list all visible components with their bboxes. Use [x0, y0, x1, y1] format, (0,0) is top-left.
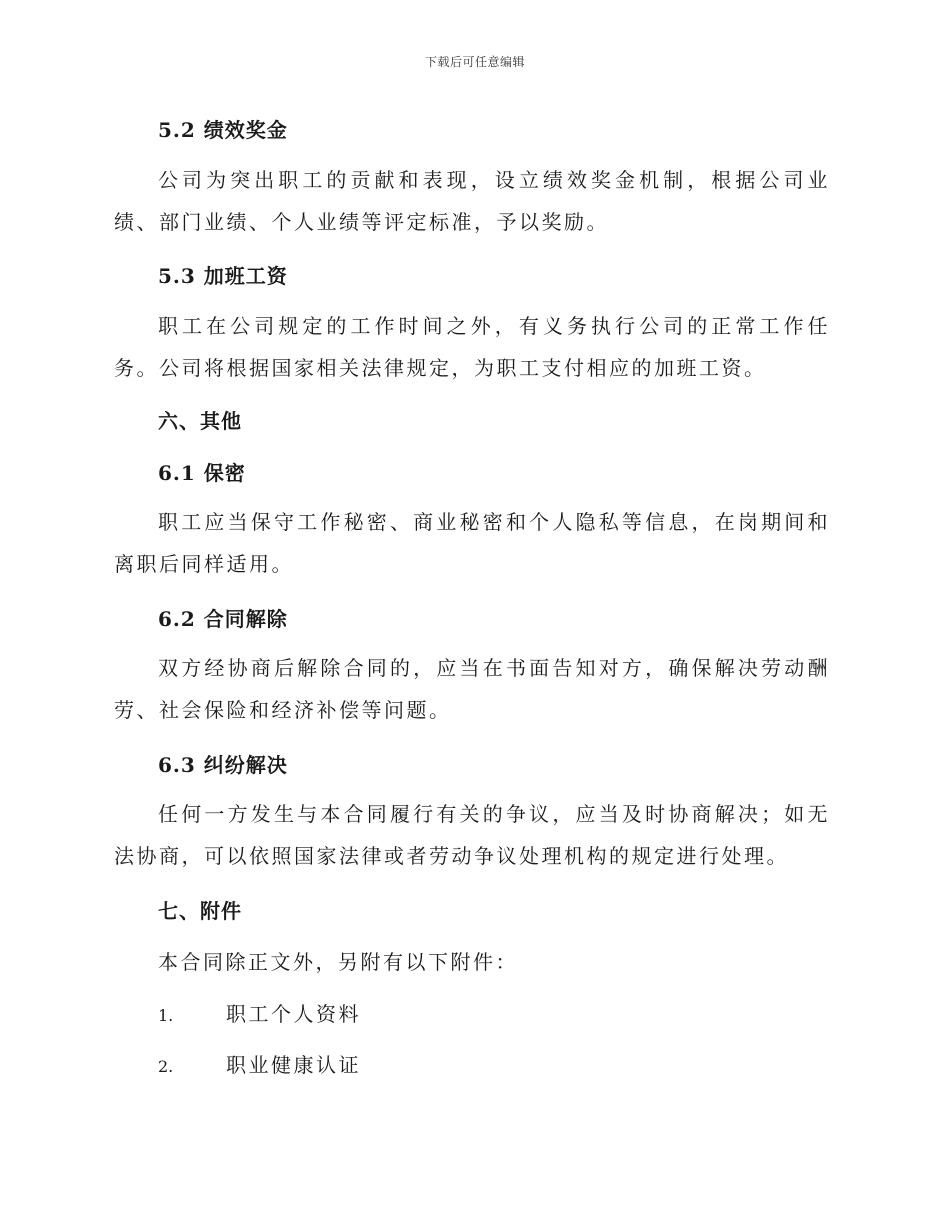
attachment-list-item [158, 998, 361, 1027]
section-body-6-1: 职工应当保守工作秘密、商业秘密和个人隐私等信息，在岗期间和离职后同样适用。 [114, 510, 830, 576]
section-heading-6-3: 6.3 纠纷解决 [158, 753, 288, 777]
list-item-text: 职工个人资料 [226, 1002, 361, 1026]
chapter-heading-6: 六、其他 [158, 409, 242, 433]
list-item-text: 职业健康认证 [226, 1053, 361, 1077]
section-heading-6-2: 6.2 合同解除 [158, 607, 288, 631]
section-body-5-3: 职工在公司规定的工作时间之外，有义务执行公司的正常工作任务。公司将根据国家相关法律规定，为职工支付相应的加班工资。 [114, 314, 830, 380]
section-body-6-2: 双方经协商后解除合同的，应当在书面告知对方，确保解决劳动酬劳、社会保险和经济补偿等问题。 [114, 656, 830, 722]
list-item-number: 1. [158, 1006, 174, 1025]
section-heading-5-3: 5.3 加班工资 [158, 264, 288, 288]
section-heading-6-1: 6.1 保密 [158, 461, 246, 485]
chapter-heading-7: 七、附件 [158, 899, 242, 923]
section-heading-5-2: 5.2 绩效奖金 [158, 118, 288, 142]
section-body-6-3: 任何一方发生与本合同履行有关的争议，应当及时协商解决；如无法协商，可以依照国家法律或者劳动争议处理机构的规定进行处理。 [114, 802, 830, 868]
page-header-note: 下载后可任意编辑 [424, 55, 525, 69]
attachments-intro: 本合同除正文外，另附有以下附件： [158, 950, 518, 974]
attachment-list-item [158, 1049, 361, 1078]
section-body-5-2: 公司为突出职工的贡献和表现，设立绩效奖金机制，根据公司业绩、部门业绩、个人业绩等评定标准，予以奖励。 [114, 168, 830, 234]
list-item-number: 2. [158, 1057, 174, 1076]
